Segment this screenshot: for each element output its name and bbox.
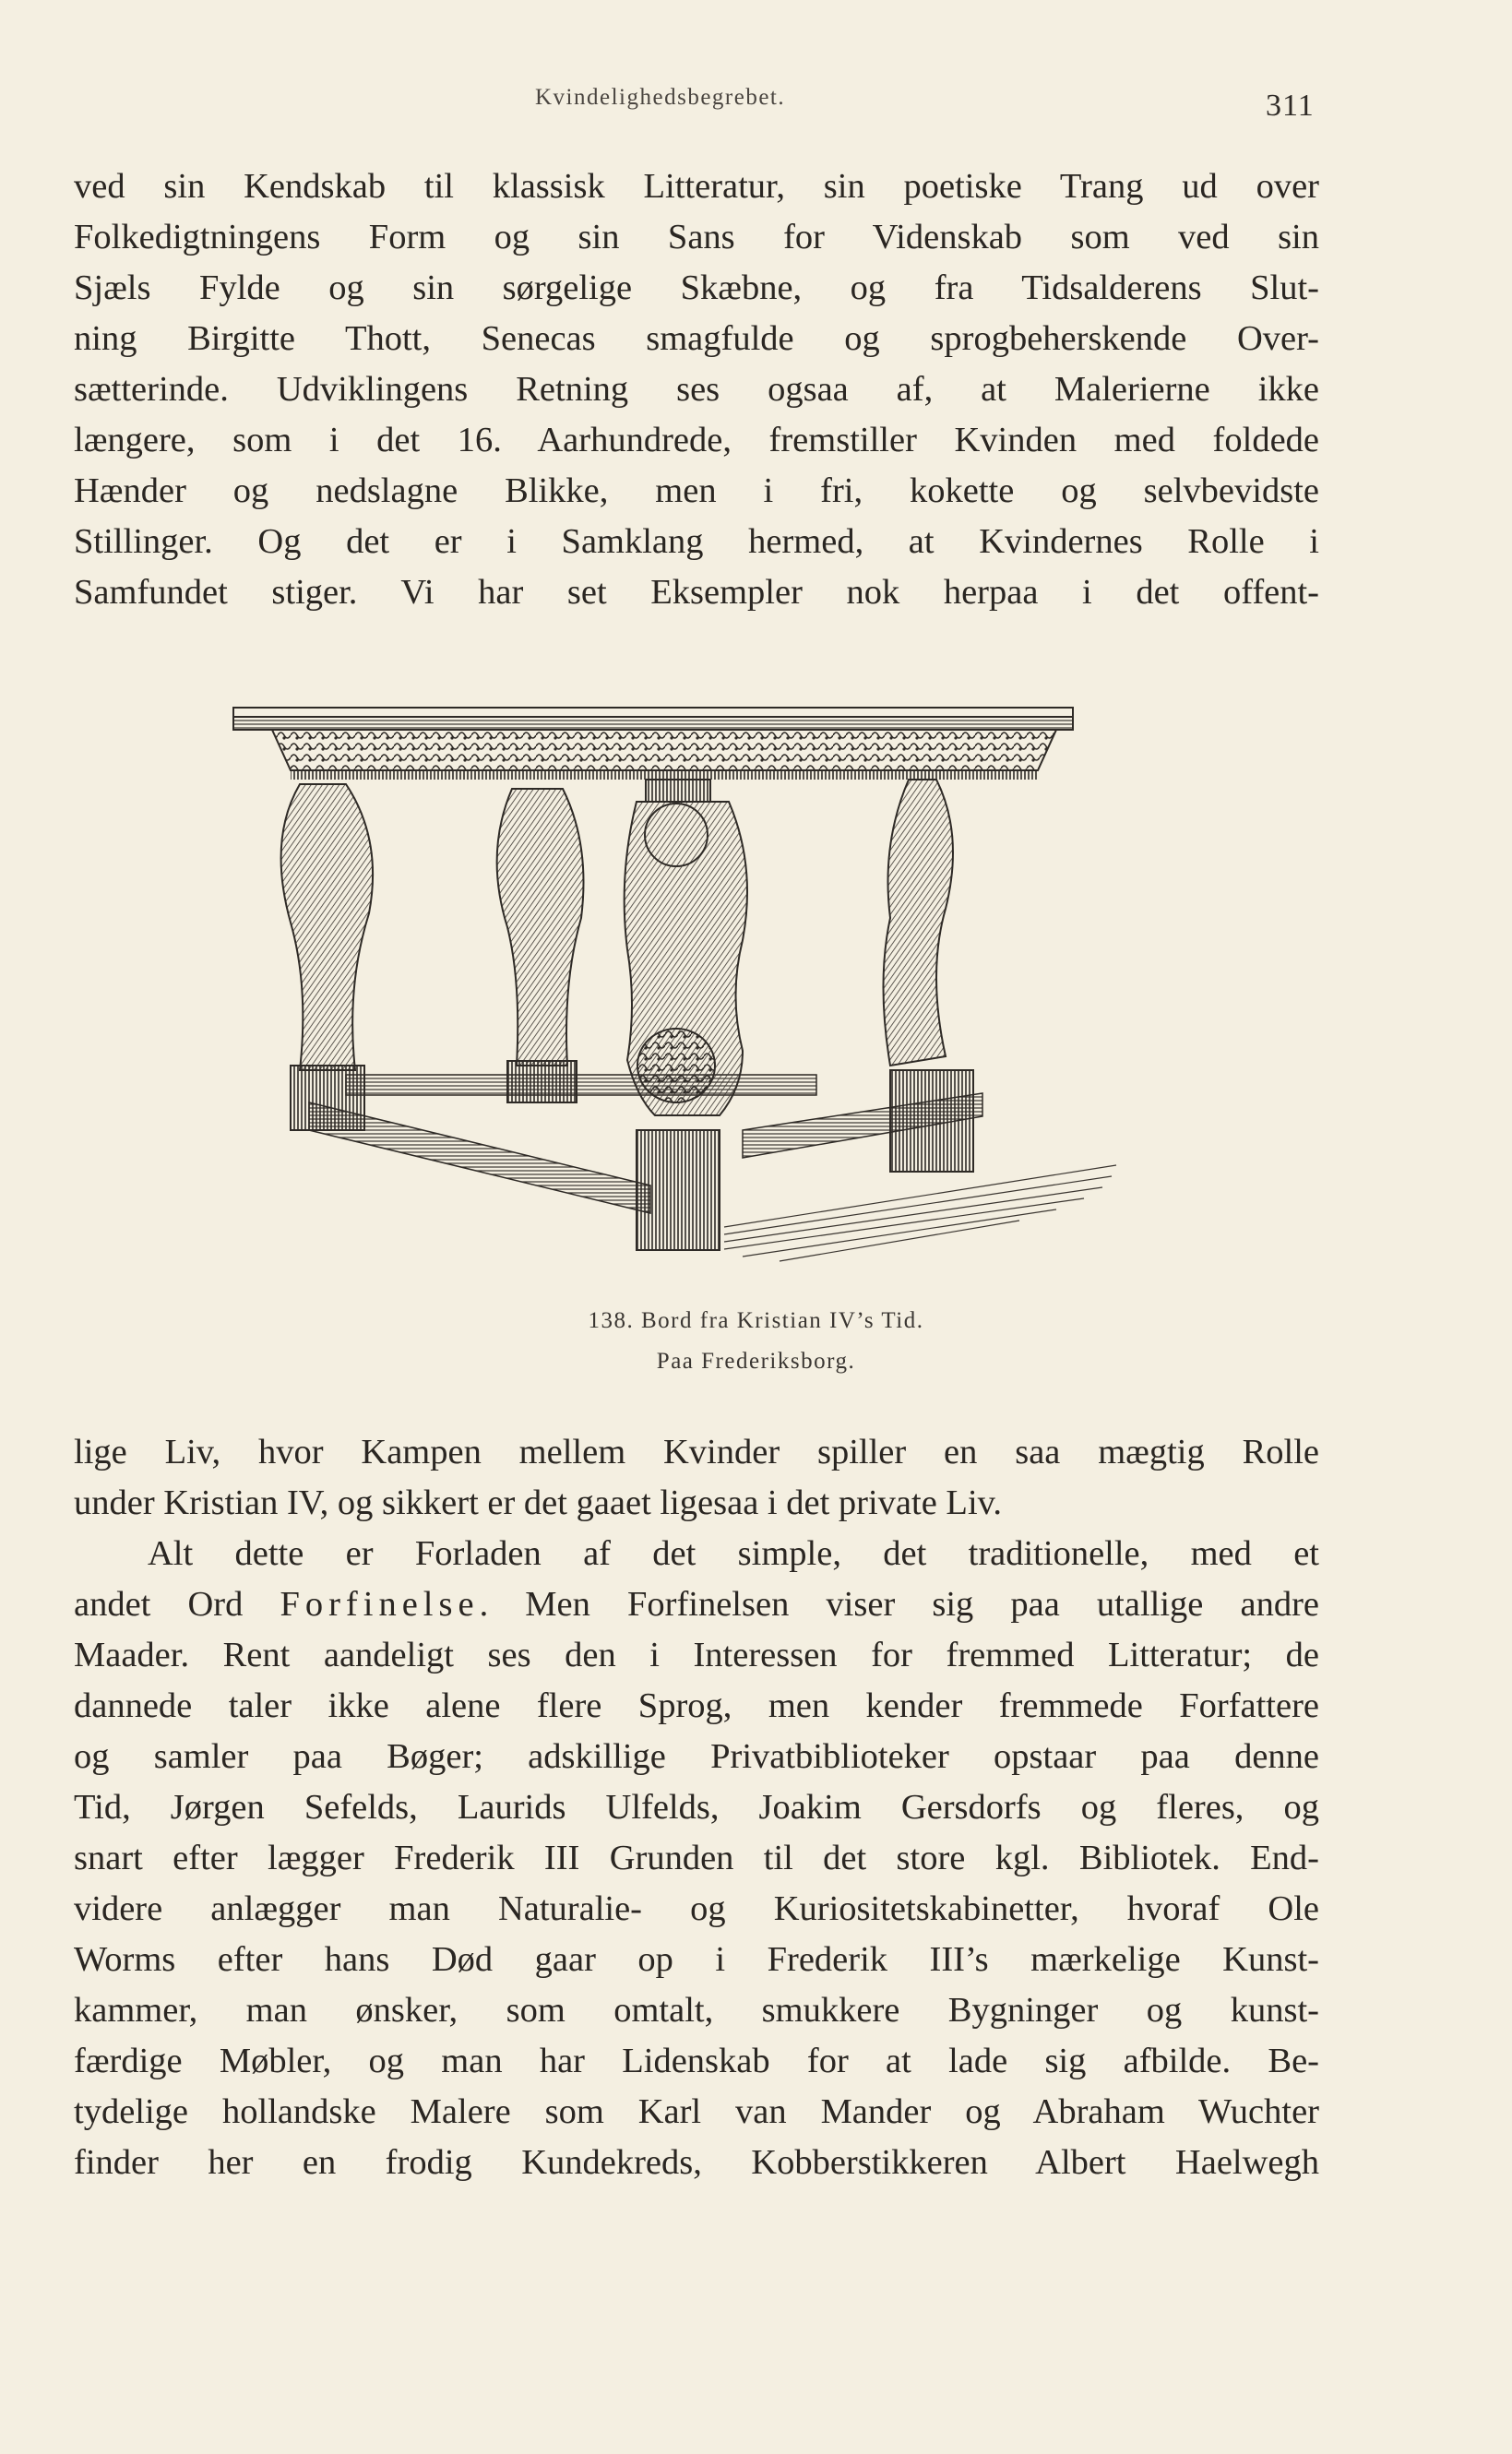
text-line: videre anlægger man Naturalie- og Kuriositetskabinetter, hvoraf Ole <box>74 1889 1319 1928</box>
text-line: sætterinde. Udviklingens Retning ses ogsaa af, at Malerierne ikke <box>74 370 1319 409</box>
table-engraving <box>226 697 1130 1287</box>
text-line: Worms efter hans Død gaar op i Frederik III’s mærkelige Kunst- <box>74 1940 1319 1979</box>
text-fragment: andet Ord <box>74 1585 280 1624</box>
table-illustration <box>226 697 1130 1287</box>
text-line: tydelige hollandske Malere som Karl van Mander og Abraham Wuchter <box>74 2092 1319 2131</box>
text-line: Hænder og nedslagne Blikke, men i fri, kokette og selvbevidste <box>74 471 1319 510</box>
text-line: kammer, man ønsker, som omtalt, smukkere Bygninger og kunst- <box>74 1991 1319 2030</box>
text-line: færdige Møbler, og man har Lidenskab for at lade sig afbilde. Be- <box>74 2042 1319 2080</box>
text-line: og samler paa Bøger; adskillige Privatbiblioteker opstaar paa denne <box>74 1737 1319 1776</box>
text-line: under Kristian IV, og sikkert er det gaaet ligesaa i det private Liv. <box>74 1483 1003 1522</box>
text-fragment: . Men Forfinelsen viser sig paa utallige andre <box>479 1585 1319 1624</box>
paragraph-top <box>74 161 1319 618</box>
page-number: 311 <box>1266 89 1315 123</box>
text-line: Samfundet stiger. Vi har set Eksempler nok herpaa i det offent- <box>74 573 1319 612</box>
text-line: Maader. Rent aandeligt ses den i Interessen for fremmed Litteratur; de <box>74 1636 1319 1674</box>
text-line: dannede taler ikke alene flere Sprog, men kender fremmede Forfattere <box>74 1686 1319 1725</box>
text-line: lige Liv, hvor Kampen mellem Kvinder spiller en saa mægtig Rolle <box>74 1433 1319 1471</box>
text-line: ning Birgitte Thott, Senecas smagfulde og sprogbeherskende Over- <box>74 319 1319 358</box>
text-line: finder her en frodig Kundekreds, Kobberstikkeren Albert Haelwegh <box>74 2143 1319 2182</box>
running-head <box>0 85 1512 122</box>
figure-caption-line1: 138. Bord fra Kristian IV’s Tid. <box>588 1308 924 1333</box>
paragraph-bottom <box>74 1427 1319 2188</box>
text-line: længere, som i det 16. Aarhundrede, fremstiller Kvinden med foldede <box>74 421 1319 459</box>
text-line: Alt dette er Forladen af det simple, det traditionelle, med et <box>148 1534 1319 1573</box>
text-line: Folkedigtningens Form og sin Sans for Videnskab som ved sin <box>74 218 1319 256</box>
text-line: ved sin Kendskab til klassisk Litteratur, sin poetiske Trang ud over <box>74 167 1319 206</box>
text-line: Tid, Jørgen Sefelds, Laurids Ulfelds, Joakim Gersdorfs og fleres, og <box>74 1788 1319 1827</box>
text-line: snart efter lægger Frederik III Grunden til det store kgl. Bibliotek. End- <box>74 1839 1319 1877</box>
text-line: Stillinger. Og det er i Samklang hermed, at Kvindernes Rolle i <box>74 522 1319 561</box>
text-line: Sjæls Fylde og sin sørgelige Skæbne, og fra Tidsalderens Slut- <box>74 268 1319 307</box>
spaced-emphasis: Forfinelse <box>280 1585 480 1624</box>
figure-caption-line2: Paa Frederiksborg. <box>656 1349 856 1374</box>
running-title: Kvindelighedsbegrebet. <box>535 85 786 110</box>
text-line-spaced <box>74 1579 1319 1630</box>
